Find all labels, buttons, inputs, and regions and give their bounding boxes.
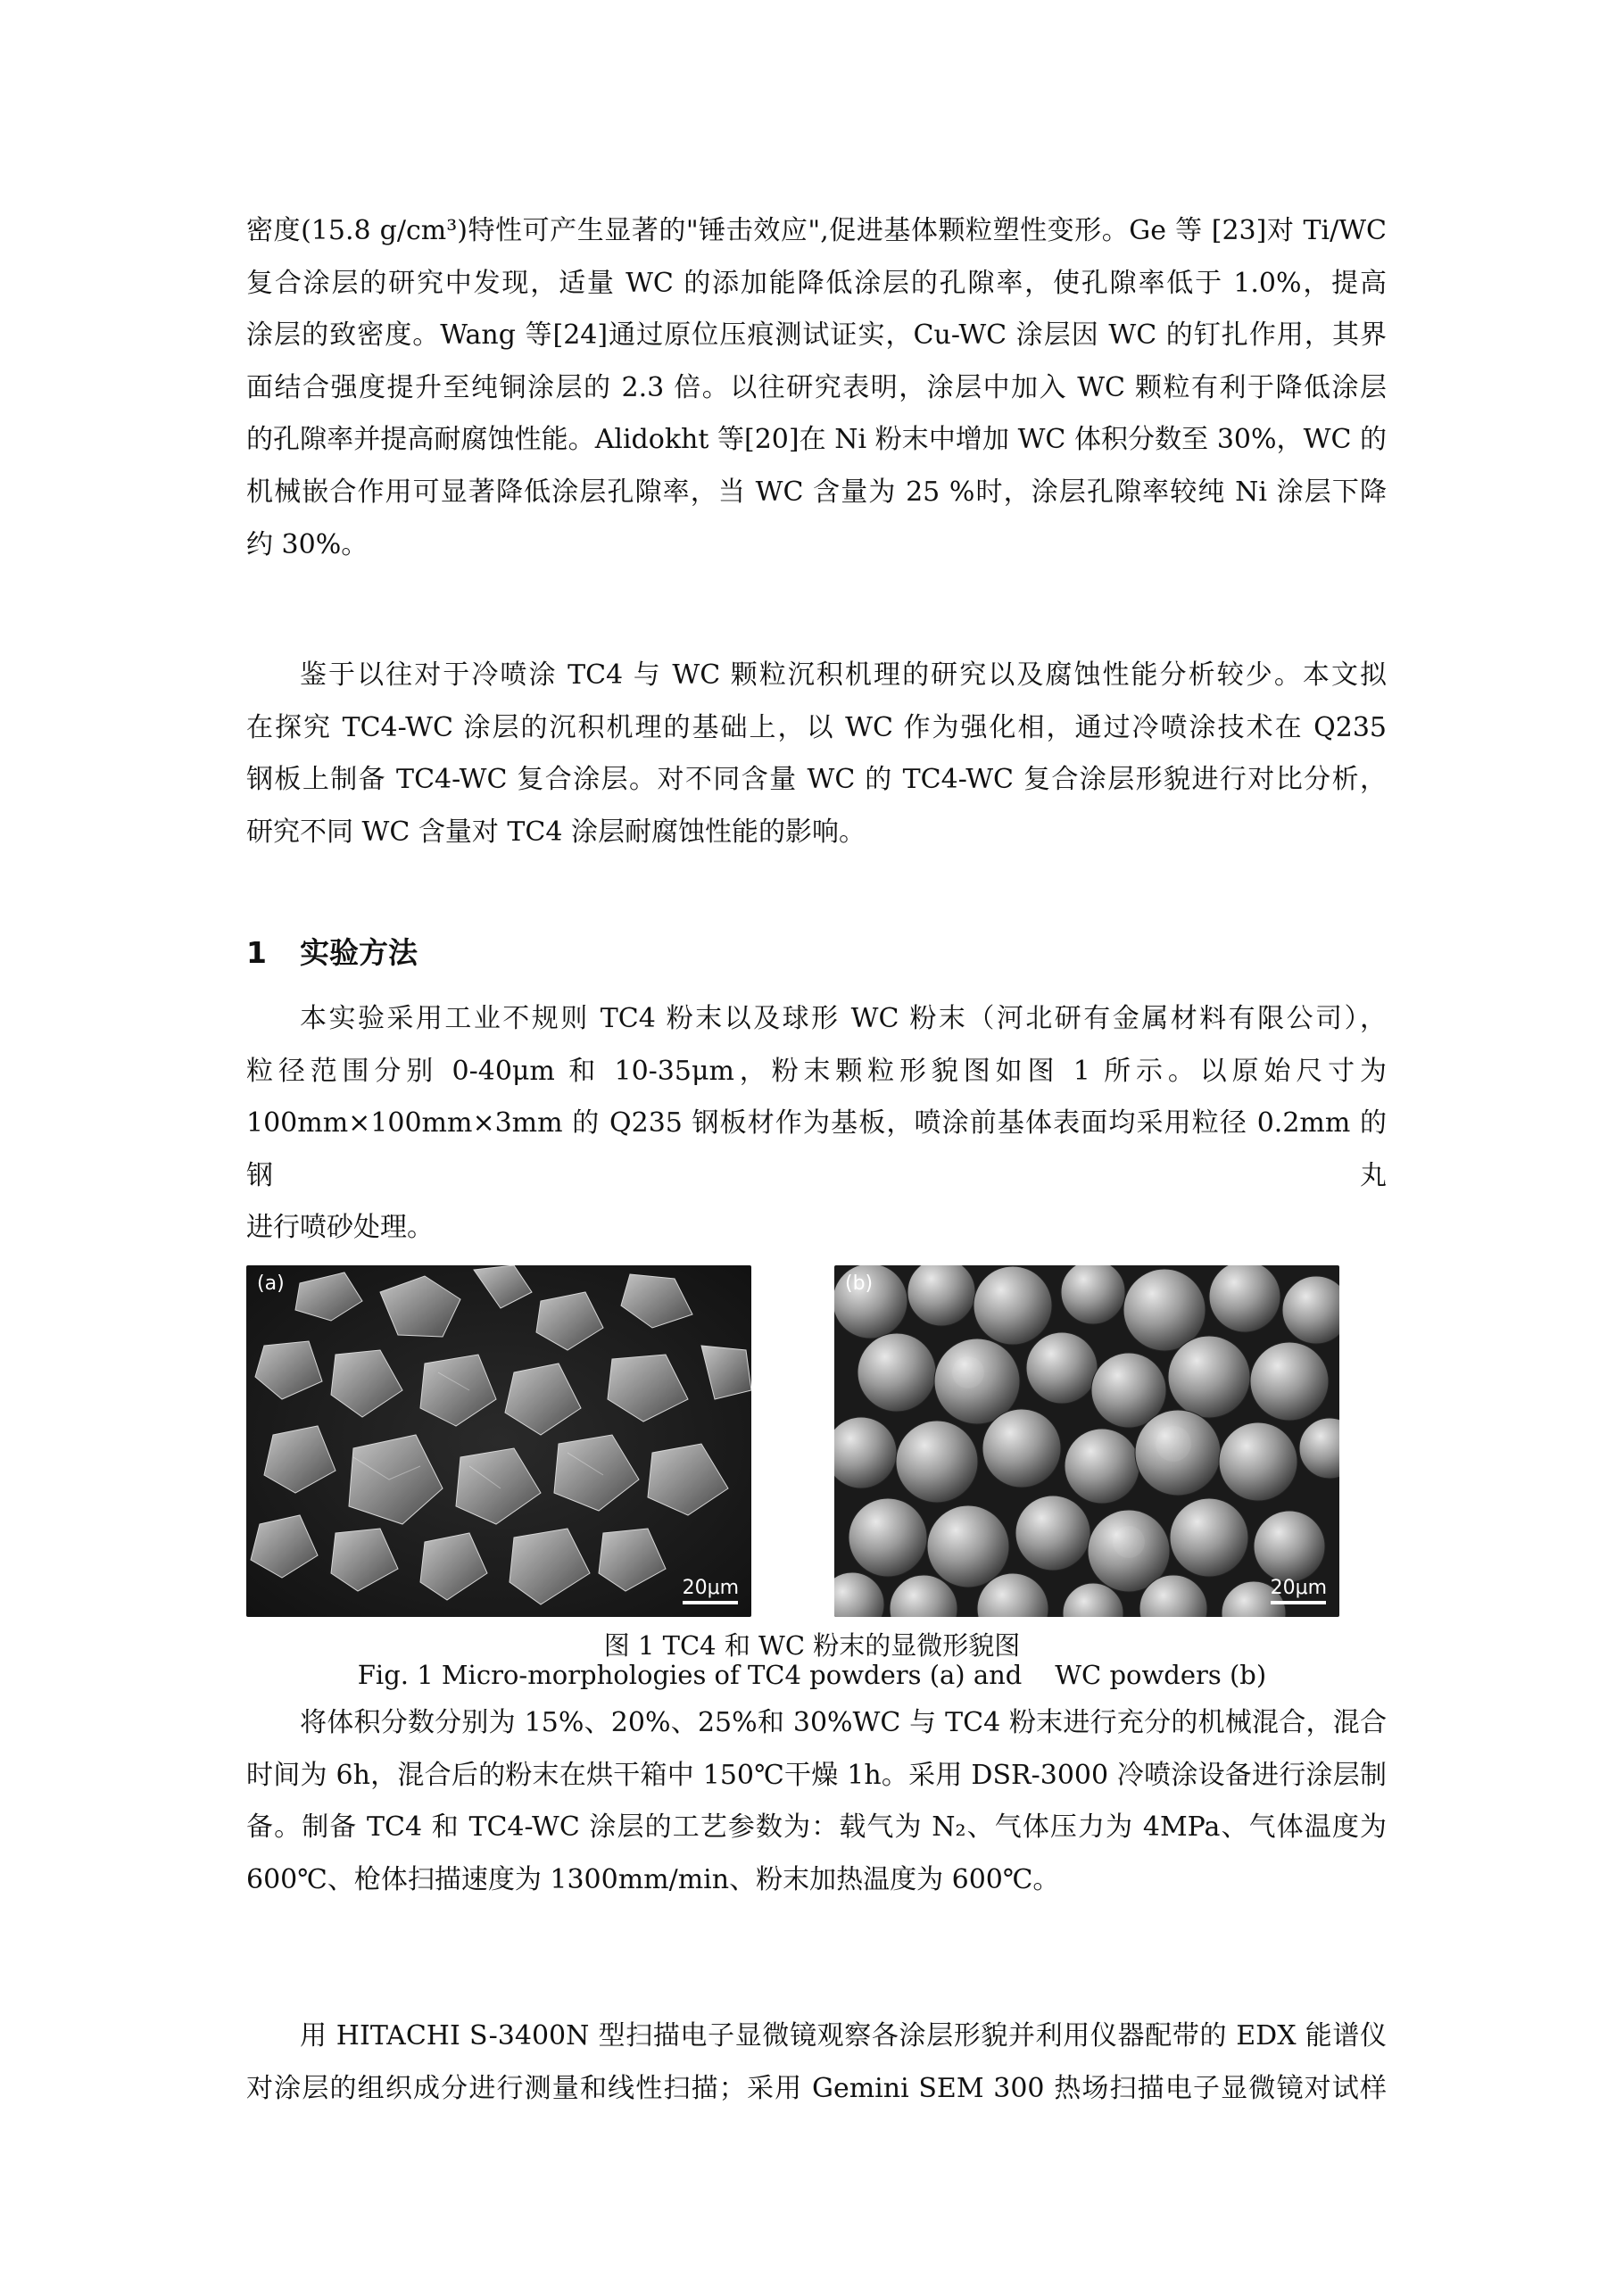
section-heading (246, 930, 418, 972)
text-line: 涂层的致密度。Wang 等[24]通过原位压痕测试证实，Cu-WC 涂层因 WC 的钉扎作用，其界 (246, 319, 1387, 352)
figure-caption-en: Fig. 1 Micro-morphologies of TC4 powders (a) and WC powders (b) (357, 1660, 1267, 1690)
scale-bar-a (683, 1577, 739, 1604)
text-line: 时间为 6h，混合后的粉末在烘干箱中 150℃干燥 1h。采用 DSR-3000 冷喷涂设备进行涂层制 (246, 1759, 1387, 1791)
text-line: 研究不同 WC 含量对 TC4 涂层耐腐蚀性能的影响。 (246, 816, 866, 848)
text-line: 粒径范围分别 0-40μm 和 10-35μm，粉末颗粒形貌图如图 1 所示。以原始尺寸为 (246, 1055, 1387, 1087)
text-line: 鉴于以往对于冷喷涂 TC4 与 WC 颗粒沉积机理的研究以及腐蚀性能分析较少。本文拟 (300, 659, 1387, 691)
text-line: 的孔隙率并提高耐腐蚀性能。Alidokht 等[20]在 Ni 粉末中增加 WC 体积分数至 30%，WC 的 (246, 424, 1387, 456)
paragraph-1 (246, 205, 1387, 571)
paragraph-3 (246, 993, 1387, 1255)
text-line: 密度(15.8 g/cm³)特性可产生显著的"锤击效应",促进基体颗粒塑性变形。Ge 等 [23]对 Ti/WC (246, 215, 1387, 246)
text-line: 面结合强度提升至纯铜涂层的 2.3 倍。以往研究表明，涂层中加入 WC 颗粒有利于降低涂层 (246, 371, 1387, 403)
sem-image-tc4 (246, 1265, 751, 1617)
panel-b-label: (b) (845, 1272, 874, 1295)
text-line: 机械嵌合作用可显著降低涂层孔隙率，当 WC 含量为 25 %时，涂层孔隙率较纯 Ni 涂层下降 (246, 476, 1387, 508)
scale-text-a: 20μm (682, 1577, 739, 1599)
text-line: 钢板上制备 TC4-WC 复合涂层。对不同含量 WC 的 TC4-WC 复合涂层形貌进行对比分析， (246, 764, 1387, 796)
scale-line-a (683, 1601, 738, 1604)
text-line: 在探究 TC4-WC 涂层的沉积机理的基础上，以 WC 作为强化相，通过冷喷涂技术在 Q235 (246, 711, 1387, 743)
text-line: 进行喷砂处理。 (246, 1212, 434, 1244)
section-number: 1 (246, 935, 267, 970)
text-line: 用 HITACHI S-3400N 型扫描电子显微镜观察各涂层形貌并利用仪器配带的 EDX 能谱仪 (300, 2020, 1387, 2051)
figure-caption-cn: 图 1 TC4 和 WC 粉末的显微形貌图 (603, 1630, 1021, 1661)
panel-a-label: (a) (257, 1272, 285, 1295)
text-line: 600℃、枪体扫描速度为 1300mm/min、粉末加热温度为 600℃。 (246, 1863, 1060, 1895)
tc4-particles-graphic (246, 1265, 751, 1617)
paragraph-4 (246, 1697, 1387, 1906)
paragraph-2 (246, 650, 1387, 858)
text-line: 对涂层的组织成分进行测量和线性扫描；采用 Gemini SEM 300 热场扫描电子显微镜对试样 (246, 2072, 1387, 2104)
text-line: 约 30%。 (246, 528, 369, 560)
scale-text-b: 20μm (1270, 1577, 1327, 1599)
text-line: 备。制备 TC4 和 TC4-WC 涂层的工艺参数为：载气为 N₂、气体压力为 4MPa、气体温度为 (246, 1811, 1387, 1844)
wc-spheres-graphic (834, 1265, 1339, 1617)
sem-image-wc (834, 1265, 1339, 1617)
text-line: 复合涂层的研究中发现，适量 WC 的添加能降低涂层的孔隙率，使孔隙率低于 1.0%，提高 (246, 267, 1387, 299)
paragraph-5 (246, 2010, 1387, 2115)
text-line: 100mm×100mm×3mm 的 Q235 钢板材作为基板，喷涂前基体表面均采用粒径 0.2mm 的钢丸 (246, 1107, 1387, 1191)
scale-bar-b (1271, 1577, 1327, 1604)
section-title: 实验方法 (299, 935, 418, 970)
scale-line-b (1271, 1601, 1326, 1604)
text-line: 本实验采用工业不规则 TC4 粉末以及球形 WC 粉末（河北研有金属材料有限公司）， (300, 1003, 1387, 1034)
text-line: 将体积分数分别为 15%、20%、25%和 30%WC 与 TC4 粉末进行充分的机械混合，混合 (300, 1707, 1387, 1738)
